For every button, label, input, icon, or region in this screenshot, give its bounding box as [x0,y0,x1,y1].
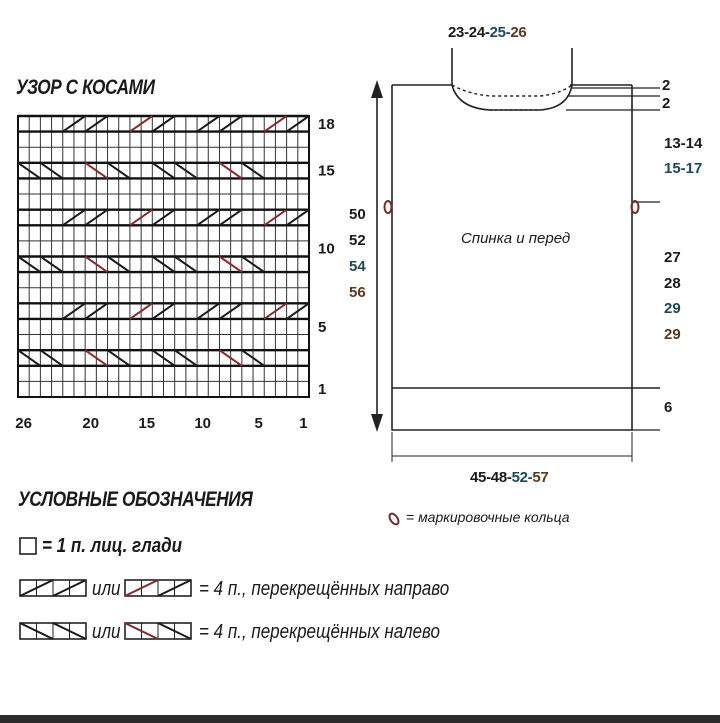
body-label-2: 28 [664,275,681,292]
neck-dotted-line [452,85,572,96]
legend-cross-left-text: = 4 п., перекрещённых налево [199,621,440,643]
width-label: 45-48-52-57 [470,469,549,486]
legend-or-2: или [92,621,121,643]
col-label: 10 [194,415,212,432]
marker-left [385,201,392,213]
legend-stitch-text: = 1 п. лиц. глади [42,535,183,557]
arrow-head-up [371,80,383,98]
legend-cross-right-dark [20,580,86,596]
neck-outline [452,48,572,110]
legend-title: УСЛОВНЫЕ ОБОЗНАЧЕНИЯ [18,488,253,511]
legend-or-1: или [92,578,121,600]
row-label: 10 [318,240,335,258]
legend-cross-left-dark [20,623,86,639]
chart-title: УЗОР С КОСАМИ [16,76,155,99]
legend-marker-text: = маркировочные кольца [406,509,570,525]
height-label-4: 56 [349,284,366,301]
body-label-4: 29 [664,326,681,343]
col-label: 1 [299,415,308,432]
col-label: 20 [82,415,100,432]
arrow-head-down [371,414,383,432]
armhole-label-2: 15-17 [664,160,703,177]
neck-width-label: 23-24-25-26 [448,24,527,41]
height-label-3: 54 [349,258,366,275]
row-label: 18 [318,115,335,133]
bottom-bar [0,715,720,723]
armhole-label-1: 13-14 [664,135,703,152]
row-label: 5 [318,318,327,336]
height-label-2: 52 [349,232,366,249]
body-label-3: 29 [664,300,681,317]
piece-label: Спинка и перед [461,230,571,247]
col-label: 5 [254,415,263,432]
body-outline [392,85,632,430]
height-label-1: 50 [349,206,366,223]
row-label: 1 [318,381,327,399]
row-label: 15 [318,162,335,180]
shoulder-label-2: 2 [662,95,671,112]
legend-cross-right-text: = 4 п., перекрещённых направо [199,578,450,600]
garment-schematic [371,48,660,462]
legend-stitch-box [20,538,36,554]
col-label: 15 [138,415,156,432]
legend-icons [20,512,400,639]
legend-cross-right-red [125,580,191,596]
legend-cross-left-red [125,623,191,639]
col-label: 26 [15,415,32,432]
legend-marker-icon [388,512,401,526]
body-label-1: 27 [664,249,681,266]
rib-height-label: 6 [664,399,673,416]
shoulder-label-1: 2 [662,77,671,94]
